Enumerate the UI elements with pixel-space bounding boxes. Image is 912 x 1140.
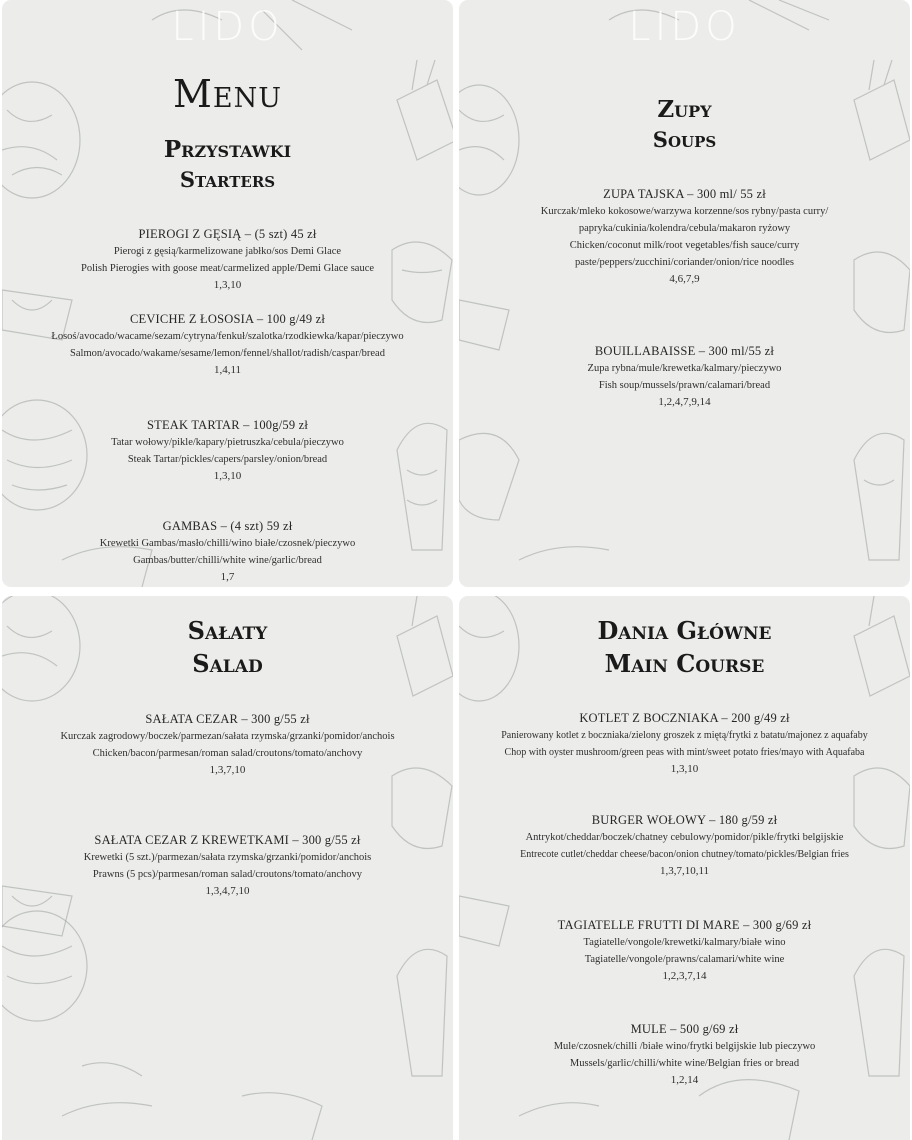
item-desc-en: Tagiatelle/vongole/prawns/calamari/white wine [584,954,785,965]
menu-item [459,1021,910,1089]
item-desc-en: Gambas/butter/chilli/white wine/garlic/bread [133,555,322,566]
item-desc-pl: Mule/czosnek/chilli /białe wino/frytki belgijskie lub pieczywo [553,1041,816,1052]
menu-item [2,226,453,294]
item-allergens: 1,2,14 [670,1074,699,1086]
item-desc-pl: Kurczak zagrodowy/boczek/parmezan/sałata rzymska/grzanki/pomidor/anchois [60,731,395,742]
item-name: GAMBAS – (4 szt) 59 zł [162,519,293,533]
menu-item [2,518,453,586]
brand-logo: LIDO [171,4,284,50]
item-name: BURGER WOŁOWY – 180 g/59 zł [591,813,778,827]
section-title-pl: Dania Główne [597,616,772,645]
item-desc-pl: Zupa rybna/mule/krewetka/kalmary/pieczywo [587,363,782,374]
item-desc-en: Fish soup/mussels/prawn/calamari/bread [598,380,771,391]
item-desc-pl: Antrykot/cheddar/boczek/chatney cebulowy/pomidor/pikle/frytki belgijskie [525,832,844,843]
item-name: MULE – 500 g/69 zł [630,1022,739,1036]
section-title-en: Main Course [604,649,765,678]
item-desc-pl: Tatar wołowy/pikle/kapary/pietruszka/cebula/pieczywo [111,437,344,448]
item-allergens: 1,4,11 [213,364,242,376]
item-desc-en: Steak Tartar/pickles/capers/parsley/onion/bread [127,454,328,465]
brand-logo: LIDO [628,4,741,50]
item-name: SAŁATA CEZAR Z KREWETKAMI – 300 g/55 zł [94,833,361,847]
item-desc-en: Salmon/avocado/wakame/sesame/lemon/fennel/shallot/radish/caspar/bread [70,348,385,359]
menu-item [2,711,453,779]
item-name: STEAK TARTAR – 100g/59 zł [146,418,309,432]
salads-panel [2,596,453,1140]
item-desc-pl: Panierowany kotlet z boczniaka/zielony groszek z miętą/frytki z batatu/majonez z aquafaby [501,730,868,741]
item-allergens: 1,2,4,7,9,14 [658,396,711,408]
food-sketch-decoration [459,0,910,587]
section-title-en: Salad [192,649,263,678]
item-allergens: 1,3,4,7,10 [205,885,250,897]
menu-item [2,311,453,379]
main-course-panel [459,596,910,1140]
menu-item [2,832,453,900]
section-title-pl: Sałaty [187,616,268,645]
item-name: SAŁATA CEZAR – 300 g/55 zł [145,712,310,726]
item-desc-pl: Krewetki Gambas/masło/chilli/wino białe/czosnek/pieczywo [99,538,356,549]
item-name: CEVICHE Z ŁOSOSIA – 100 g/49 zł [129,312,326,326]
soups-panel [459,0,910,587]
section-title-pl: Zupy [657,96,712,123]
item-desc-en: Chicken/bacon/parmesan/roman salad/croutons/tomato/anchovy [92,748,363,759]
item-allergens: 1,2,3,7,14 [662,970,707,982]
menu-item [459,186,910,288]
item-name: TAGIATELLE FRUTTI DI MARE – 300 g/69 zł [557,918,812,932]
item-allergens: 1,7 [220,571,235,583]
item-allergens: 4,6,7,9 [669,273,700,285]
menu-item [2,417,453,485]
item-allergens: 1,3,7,10 [209,764,246,776]
menu-item [459,710,910,778]
menu-item [459,343,910,411]
item-name: PIEROGI Z GĘSIĄ – (5 szt) 45 zł [138,227,317,241]
item-desc-en: Chop with oyster mushroom/green peas with mint/sweet potato fries/mayo with Aquafaba [504,747,865,758]
item-allergens: 1,3,10 [213,279,242,291]
item-desc-pl: Łosoś/avocado/wacame/sezam/cytryna/fenkuł/szalotka/rzodkiewka/kapar/pieczywo [51,331,404,342]
item-allergens: 1,3,7,10,11 [659,865,710,877]
item-desc-en: Entrecote cutlet/cheddar cheese/bacon/onion chutney/tomato/pickles/Belgian fries [520,849,849,860]
item-desc-pl: Krewetki (5 szt.)/parmezan/sałata rzymska/grzanki/pomidor/anchois [83,852,372,863]
item-desc-pl: Pierogi z gęsią/karmelizowane jabłko/sos Demi Glace [113,246,342,257]
menu-item [459,812,910,880]
item-allergens: 1,3,10 [213,470,242,482]
item-desc-en: Chicken/coconut milk/root vegetables/fish sauce/curry paste/peppers/zucchini/coriander/onion/rice noodles [569,240,800,268]
item-desc-en: Mussels/garlic/chilli/white wine/Belgian fries or bread [569,1058,800,1069]
item-desc-pl: Tagiatelle/vongole/krewetki/kalmary/białe wino [583,937,786,948]
item-name: BOUILLABAISSE – 300 ml/55 zł [594,344,775,358]
item-name: ZUPA TAJSKA – 300 ml/ 55 zł [603,187,766,201]
item-desc-en: Polish Pierogies with goose meat/carmelized apple/Demi Glace sauce [80,263,375,274]
starters-panel [2,0,453,587]
item-name: KOTLET Z BOCZNIAKA – 200 g/49 zł [579,711,790,725]
item-desc-pl: Kurczak/mleko kokosowe/warzywa korzenne/sos rybny/pasta curry/ papryka/cukinia/kolendra/cebula/makaron ryżowy [540,206,829,234]
item-desc-en: Prawns (5 pcs)/parmesan/roman salad/croutons/tomato/anchovy [92,869,363,880]
item-allergens: 1,3,10 [670,763,699,775]
menu-title: Menu [173,72,282,116]
menu-item [459,917,910,985]
section-title-en: Starters [179,167,276,192]
section-title-en: Soups [652,127,717,152]
section-title-pl: Przystawki [163,136,292,163]
